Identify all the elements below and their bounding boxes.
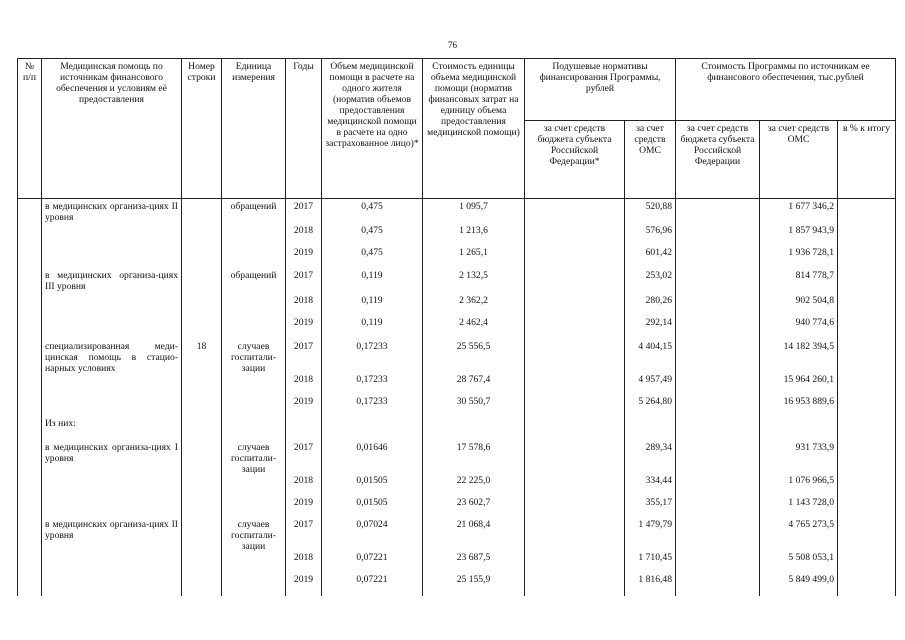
cell-percap-oms: 334,44 — [625, 475, 676, 497]
cell-prog-oms: 902 504,8 — [760, 295, 838, 317]
cell-prog-budget — [676, 295, 760, 317]
cell-unit: обращений — [222, 270, 286, 295]
cell-percap-budget — [525, 374, 625, 396]
cell-cost: 17 578,6 — [423, 442, 525, 475]
table-row — [18, 374, 896, 396]
cell-prog-oms: 940 774,6 — [760, 317, 838, 341]
header-percap-oms: за счет средств ОМС — [625, 121, 676, 199]
cell-prog-oms: 1 076 966,5 — [760, 475, 838, 497]
cell-pct — [838, 225, 896, 247]
cell-year: 2018 — [286, 374, 322, 396]
header-years: Годы — [286, 59, 322, 199]
cell-name — [42, 497, 182, 519]
cell-prog-oms: 5 508 053,1 — [760, 552, 838, 574]
cell-name: специализированная меди-цинская помощь в стацио-нарных условиях — [42, 341, 182, 374]
cell-year: 2018 — [286, 552, 322, 574]
cell-percap-budget — [525, 396, 625, 418]
cell-percap-oms: 280,26 — [625, 295, 676, 317]
header-volume: Объем медицинской помощи в расчете на одного жителя (норматив объемов предоставления медицинской помощи в расчете на одно застрахованное лицо)* — [322, 59, 423, 199]
cell-year: 2019 — [286, 497, 322, 519]
cell-volume: 0,475 — [322, 247, 423, 270]
cell-unit — [222, 418, 286, 442]
cell-prog-oms: 5 849 499,0 — [760, 574, 838, 596]
cell-name: в медицинских организа-циях I уровня — [42, 442, 182, 475]
cell-year — [286, 418, 322, 442]
cell-percap-oms: 4 404,15 — [625, 341, 676, 374]
cell-prog-budget — [676, 574, 760, 596]
cell-volume: 0,119 — [322, 317, 423, 341]
cell-percap-budget — [525, 317, 625, 341]
cell-line — [182, 396, 222, 418]
table-row — [18, 270, 896, 295]
cell-num — [18, 374, 42, 396]
cell-prog-budget — [676, 225, 760, 247]
cell-percap-budget — [525, 225, 625, 247]
page-number: 76 — [448, 40, 457, 50]
cell-line — [182, 497, 222, 519]
cell-unit — [222, 552, 286, 574]
cell-prog-oms: 1 677 346,2 — [760, 199, 838, 225]
table-row — [18, 225, 896, 247]
cell-cost: 2 362,2 — [423, 295, 525, 317]
cell-percap-budget — [525, 442, 625, 475]
cell-volume: 0,475 — [322, 199, 423, 225]
cell-num — [18, 418, 42, 442]
cell-cost: 2 462,4 — [423, 317, 525, 341]
cell-line — [182, 270, 222, 295]
cell-num — [18, 396, 42, 418]
cell-line — [182, 552, 222, 574]
cell-pct — [838, 396, 896, 418]
cell-pct — [838, 199, 896, 225]
cell-percap-oms: 5 264,80 — [625, 396, 676, 418]
cell-percap-oms: 289,34 — [625, 442, 676, 475]
cell-line — [182, 317, 222, 341]
header-unit: Единица измерения — [222, 59, 286, 199]
cell-unit — [222, 475, 286, 497]
cell-prog-budget — [676, 317, 760, 341]
table-row — [18, 295, 896, 317]
table-row — [18, 247, 896, 270]
cell-num — [18, 519, 42, 552]
header-percap: Подушевые нормативы финансирования Программы, рублей — [525, 59, 676, 121]
cell-percap-budget — [525, 199, 625, 225]
cell-cost: 22 225,0 — [423, 475, 525, 497]
cell-volume — [322, 418, 423, 442]
cell-percap-oms — [625, 418, 676, 442]
cell-percap-budget — [525, 247, 625, 270]
cell-name: в медицинских организа-циях II уровня — [42, 199, 182, 225]
cell-prog-budget — [676, 199, 760, 225]
header-program: Стоимость Программы по источникам ее финансового обеспечения, тыс.рублей — [676, 59, 896, 121]
cell-name — [42, 317, 182, 341]
cell-cost — [423, 418, 525, 442]
cell-percap-budget — [525, 574, 625, 596]
cell-unit — [222, 225, 286, 247]
cell-percap-oms: 253,02 — [625, 270, 676, 295]
cell-unit — [222, 247, 286, 270]
cell-year: 2018 — [286, 295, 322, 317]
cell-percap-budget — [525, 341, 625, 374]
cell-line — [182, 247, 222, 270]
cell-prog-oms: 1 936 728,1 — [760, 247, 838, 270]
cell-year: 2018 — [286, 475, 322, 497]
cell-line — [182, 199, 222, 225]
cell-num — [18, 475, 42, 497]
cell-pct — [838, 270, 896, 295]
cell-line — [182, 442, 222, 475]
cell-pct — [838, 475, 896, 497]
cell-prog-budget — [676, 341, 760, 374]
cell-volume: 0,17233 — [322, 396, 423, 418]
cell-prog-budget — [676, 497, 760, 519]
cell-name — [42, 225, 182, 247]
table-row — [18, 574, 896, 596]
cell-year: 2019 — [286, 396, 322, 418]
cell-year: 2017 — [286, 442, 322, 475]
table-row — [18, 396, 896, 418]
cell-line — [182, 574, 222, 596]
cell-volume: 0,119 — [322, 295, 423, 317]
cell-name — [42, 552, 182, 574]
cell-prog-budget — [676, 442, 760, 475]
cell-percap-oms: 355,17 — [625, 497, 676, 519]
cell-cost: 21 068,4 — [423, 519, 525, 552]
cell-percap-budget — [525, 519, 625, 552]
cell-unit — [222, 497, 286, 519]
cell-prog-budget — [676, 519, 760, 552]
cell-name — [42, 374, 182, 396]
cell-pct — [838, 497, 896, 519]
cell-percap-oms: 1 479,79 — [625, 519, 676, 552]
cell-name — [42, 396, 182, 418]
cell-year: 2017 — [286, 270, 322, 295]
cell-num — [18, 497, 42, 519]
cell-prog-budget — [676, 396, 760, 418]
cell-num — [18, 341, 42, 374]
cell-volume: 0,119 — [322, 270, 423, 295]
cell-cost: 28 767,4 — [423, 374, 525, 396]
cell-pct — [838, 519, 896, 552]
cell-cost: 2 132,5 — [423, 270, 525, 295]
cell-unit: случаев госпитали-зации — [222, 341, 286, 374]
cell-volume: 0,475 — [322, 225, 423, 247]
header-prog-pct: в % к итогу — [838, 121, 896, 199]
cell-unit — [222, 295, 286, 317]
cell-prog-budget — [676, 475, 760, 497]
cell-cost: 1 095,7 — [423, 199, 525, 225]
cell-percap-budget — [525, 270, 625, 295]
table-body — [18, 199, 896, 596]
cell-volume: 0,01505 — [322, 497, 423, 519]
cell-year: 2018 — [286, 225, 322, 247]
cell-pct — [838, 418, 896, 442]
cell-percap-oms: 601,42 — [625, 247, 676, 270]
cell-name: в медицинских организа-циях II уровня — [42, 519, 182, 552]
table-row — [18, 199, 896, 225]
cell-percap-oms: 576,96 — [625, 225, 676, 247]
cell-cost: 30 550,7 — [423, 396, 525, 418]
cell-prog-oms: 1 143 728,0 — [760, 497, 838, 519]
cell-percap-oms: 4 957,49 — [625, 374, 676, 396]
cell-percap-oms: 1 710,45 — [625, 552, 676, 574]
table-row — [18, 475, 896, 497]
cell-num — [18, 270, 42, 295]
cell-line — [182, 225, 222, 247]
cell-num — [18, 247, 42, 270]
cell-prog-oms: 14 182 394,5 — [760, 341, 838, 374]
cell-num — [18, 442, 42, 475]
cell-percap-budget — [525, 475, 625, 497]
cell-line: 18 — [182, 341, 222, 374]
cell-prog-budget — [676, 247, 760, 270]
cell-percap-budget — [525, 552, 625, 574]
cell-pct — [838, 247, 896, 270]
cell-cost: 25 556,5 — [423, 341, 525, 374]
cell-name — [42, 475, 182, 497]
cell-prog-oms: 4 765 273,5 — [760, 519, 838, 552]
cell-prog-budget — [676, 552, 760, 574]
cell-pct — [838, 341, 896, 374]
cell-prog-oms: 814 778,7 — [760, 270, 838, 295]
cell-prog-oms: 1 857 943,9 — [760, 225, 838, 247]
cell-percap-budget — [525, 295, 625, 317]
cell-year: 2019 — [286, 247, 322, 270]
cell-volume: 0,07024 — [322, 519, 423, 552]
cell-line — [182, 418, 222, 442]
header-name: Медицинская помощь по источникам финансового обеспечения и условиям её предоставления — [42, 59, 182, 199]
cell-year: 2017 — [286, 519, 322, 552]
cell-unit: случаев госпитали-зации — [222, 519, 286, 552]
cell-percap-oms: 292,14 — [625, 317, 676, 341]
header-prog-oms: за счет средств ОМС — [760, 121, 838, 199]
cell-num — [18, 317, 42, 341]
financing-table — [17, 58, 896, 596]
cell-unit: случаев госпитали-зации — [222, 442, 286, 475]
cell-num — [18, 552, 42, 574]
cell-volume: 0,07221 — [322, 552, 423, 574]
cell-unit — [222, 574, 286, 596]
table-row — [18, 497, 896, 519]
cell-prog-oms: 15 964 260,1 — [760, 374, 838, 396]
cell-prog-oms: 16 953 889,6 — [760, 396, 838, 418]
table-row — [18, 442, 896, 475]
cell-volume: 0,01505 — [322, 475, 423, 497]
header-prog-budget: за счет средств бюджета субъекта Российской Федерации — [676, 121, 760, 199]
cell-cost: 1 213,6 — [423, 225, 525, 247]
cell-cost: 25 155,9 — [423, 574, 525, 596]
cell-unit — [222, 396, 286, 418]
cell-prog-budget — [676, 418, 760, 442]
cell-prog-budget — [676, 270, 760, 295]
header-cost: Стоимость единицы объема медицинской помощи (норматив финансовых затрат на единицу объема предоставления медицинской помощи) — [423, 59, 525, 199]
cell-name — [42, 295, 182, 317]
cell-year: 2019 — [286, 317, 322, 341]
cell-volume: 0,17233 — [322, 374, 423, 396]
cell-year: 2019 — [286, 574, 322, 596]
cell-pct — [838, 442, 896, 475]
cell-num — [18, 295, 42, 317]
cell-unit: обращений — [222, 199, 286, 225]
header-num: № п/п — [18, 59, 42, 199]
cell-line — [182, 374, 222, 396]
cell-prog-oms — [760, 418, 838, 442]
cell-name — [42, 247, 182, 270]
header-percap-budget: за счет средств бюджета субъекта Российской Федерации* — [525, 121, 625, 199]
cell-num — [18, 225, 42, 247]
cell-pct — [838, 374, 896, 396]
cell-pct — [838, 552, 896, 574]
cell-num — [18, 199, 42, 225]
table-row — [18, 519, 896, 552]
table-row — [18, 552, 896, 574]
cell-pct — [838, 317, 896, 341]
cell-line — [182, 295, 222, 317]
cell-volume: 0,17233 — [322, 341, 423, 374]
cell-volume: 0,07221 — [322, 574, 423, 596]
table-row — [18, 317, 896, 341]
table-row — [18, 418, 896, 442]
cell-prog-budget — [676, 374, 760, 396]
cell-unit — [222, 317, 286, 341]
cell-name: в медицинских организа-циях III уровня — [42, 270, 182, 295]
cell-line — [182, 475, 222, 497]
cell-line — [182, 519, 222, 552]
cell-name: Из них: — [42, 418, 182, 442]
cell-num — [18, 574, 42, 596]
cell-percap-budget — [525, 418, 625, 442]
cell-year: 2017 — [286, 199, 322, 225]
table-row — [18, 341, 896, 374]
cell-cost: 1 265,1 — [423, 247, 525, 270]
cell-volume: 0,01646 — [322, 442, 423, 475]
cell-unit — [222, 374, 286, 396]
cell-cost: 23 687,5 — [423, 552, 525, 574]
cell-prog-oms: 931 733,9 — [760, 442, 838, 475]
cell-percap-budget — [525, 497, 625, 519]
cell-percap-oms: 1 816,48 — [625, 574, 676, 596]
cell-cost: 23 602,7 — [423, 497, 525, 519]
cell-year: 2017 — [286, 341, 322, 374]
cell-percap-oms: 520,88 — [625, 199, 676, 225]
header-line: Номер строки — [182, 59, 222, 199]
cell-pct — [838, 295, 896, 317]
cell-pct — [838, 574, 896, 596]
cell-name — [42, 574, 182, 596]
